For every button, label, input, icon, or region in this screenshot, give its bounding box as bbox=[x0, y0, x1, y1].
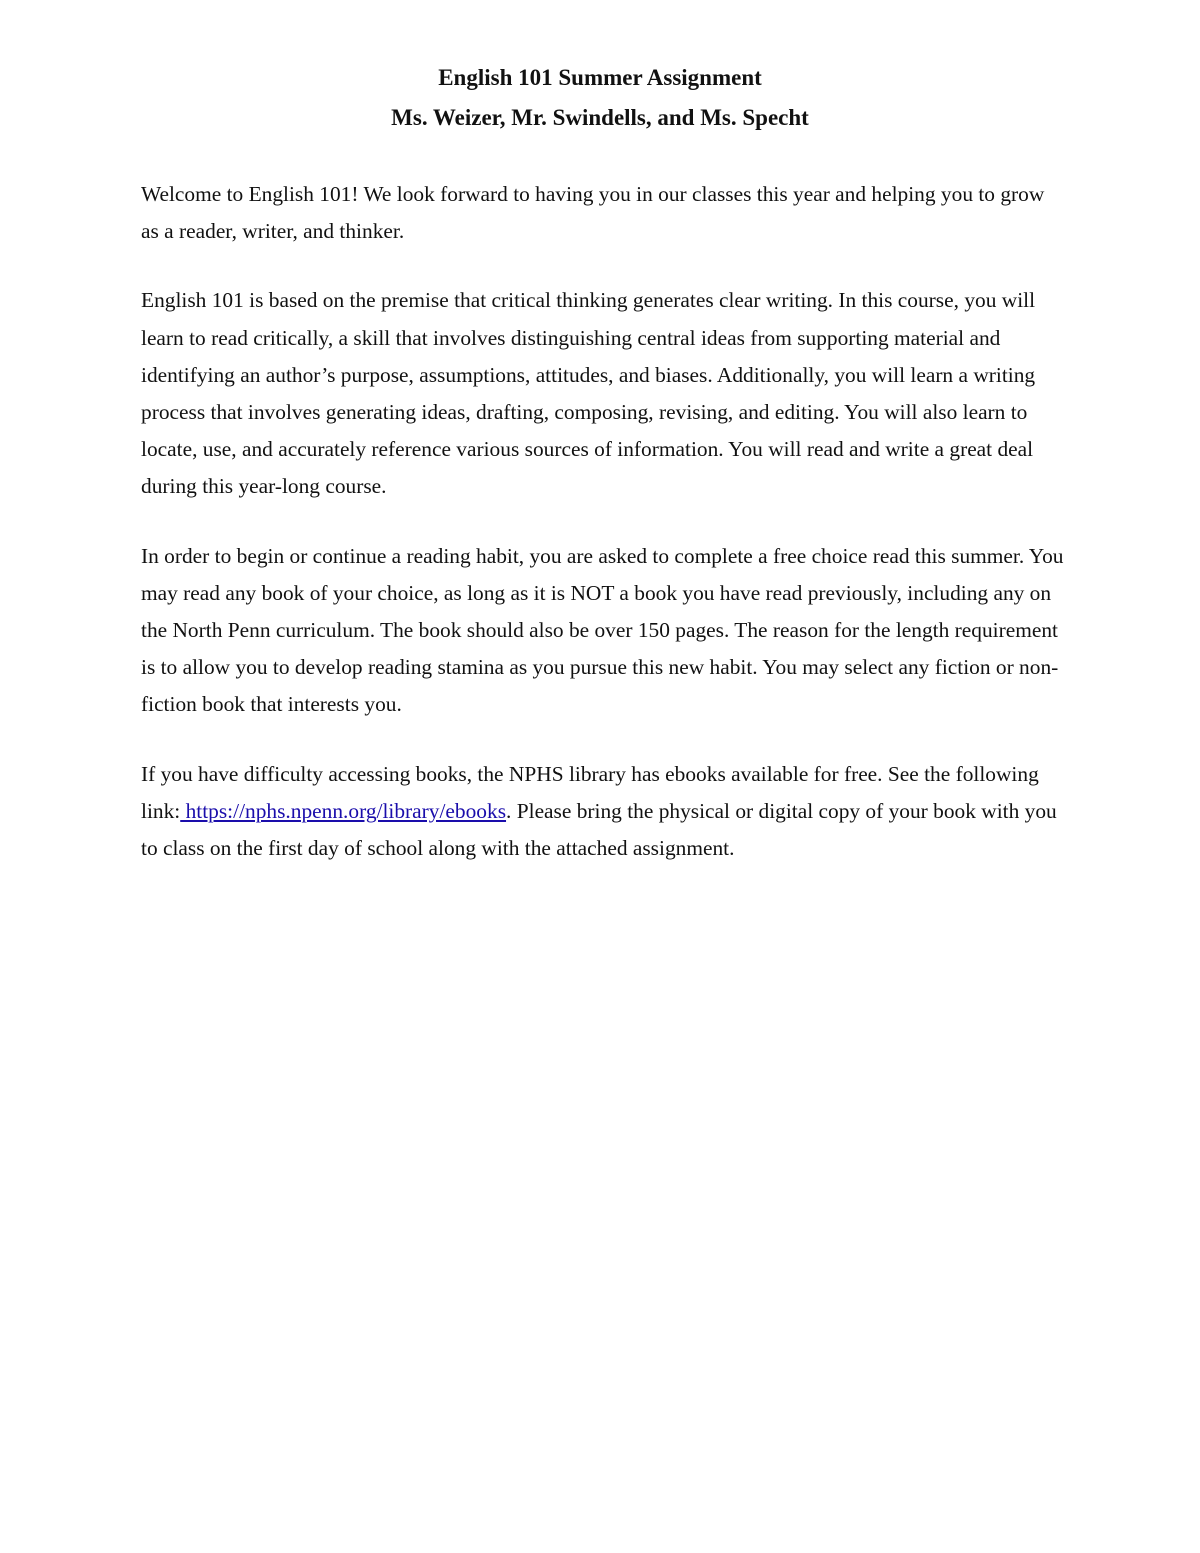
welcome-paragraph: Welcome to English 101! We look forward to having you in our classes this year and helping you to grow as a reader, writer, and thinker. bbox=[141, 182, 1045, 244]
library-resources-paragraph bbox=[141, 756, 1066, 868]
reading-assignment-paragraph: In order to begin or continue a reading habit, you are asked to complete a free choice read this summer. You may read any book of your choice, as long as it is NOT a book you have read previously, including any on the North Penn curriculum. The book should also be over 150 pages. The reason for the length requirement is to allow you to develop reading stamina as you pursue this new habit. You may select any fiction or non-fiction book that interests you. bbox=[141, 543, 1064, 717]
ebooks-link[interactable]: https://nphs.npenn.org/library/ebooks bbox=[180, 798, 507, 823]
document-header bbox=[0, 58, 1200, 138]
course-description-paragraph: English 101 is based on the premise that critical thinking generates clear writing. In this course, you will learn to read critically, a skill that involves distinguishing central ideas from supporting material and identifying an author’s purpose, assumptions, attitudes, and biases. Additionally, you will learn a writing process that involves generating ideas, drafting, composing, revising, and editing. You will also learn to locate, use, and accurately reference various sources of information. You will read and write a great deal during this year-long course. bbox=[141, 288, 1036, 499]
library-text-before-link: If you have difficulty accessing books, the NPHS library has ebooks available for free. See the following link: bbox=[141, 761, 1039, 823]
teacher-names: Ms. Weizer, Mr. Swindells, and Ms. Specht bbox=[391, 105, 809, 130]
document-body bbox=[141, 176, 1066, 899]
page-title: English 101 Summer Assignment bbox=[438, 65, 762, 90]
library-text-after-link: . Please bring the physical or digital copy of your book with you to class on the first day of school along with the attached assignment. bbox=[141, 798, 1057, 861]
